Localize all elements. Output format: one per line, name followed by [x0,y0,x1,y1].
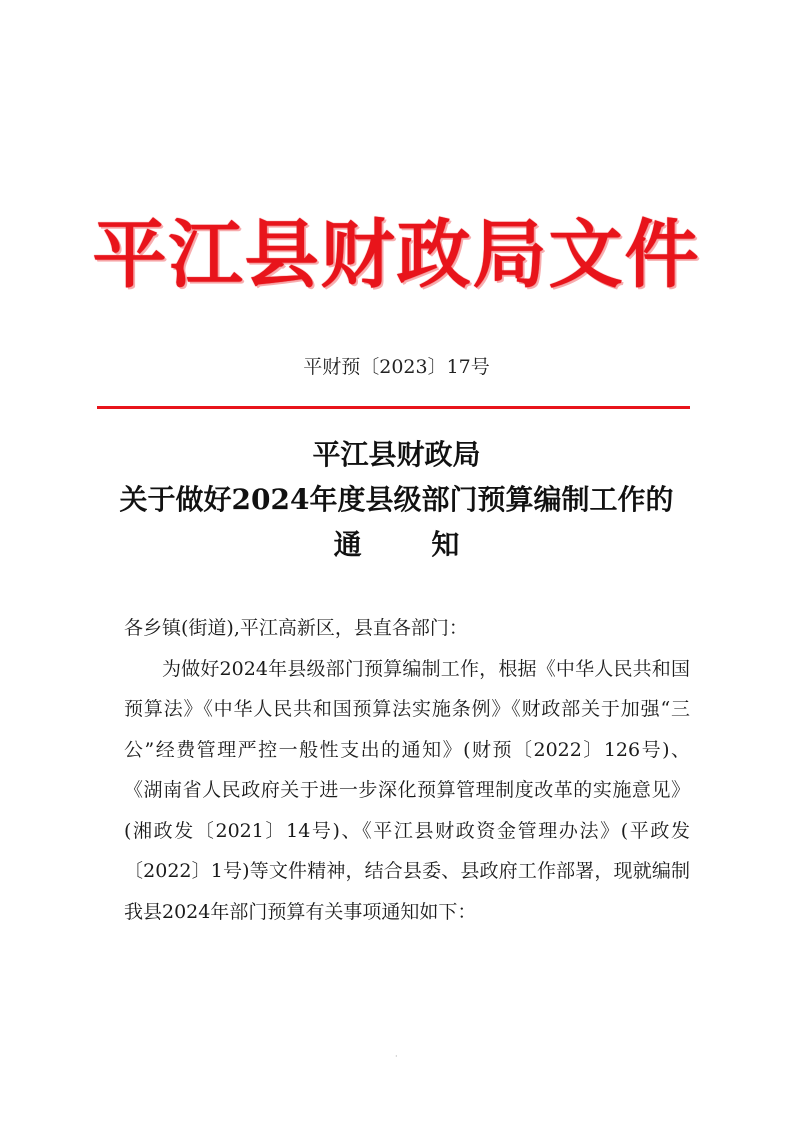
title-line-notice: 通 知 [333,528,490,561]
document-body [124,608,690,932]
body-paragraph: 为做好2024年县级部门预算编制工作，根据《中华人民共和国预算法》《中华人民共和国预算法实施条例》《财政部关于加强“三公”经费管理严控一般性支出的通知》(财预〔2022〕126号)、 《湖南省人民政府关于进一步深化预算管理制度改革的实施意见》(湘政发〔2021〕14号)、《平江县财政资金管理办法》(平政发〔2022〕1号)等文件精神，结合县委、县政府工作部署，现就编制我县2024年部门预算有关事项通知如下： [124,657,690,923]
page-mark: · [395,1052,398,1061]
title-line-subject: 关于做好2024年度县级部门预算编制工作的 [119,483,674,516]
title-line-issuer: 平江县财政局 [312,438,481,471]
document-header-title: 平江县财政局文件 [92,212,701,298]
document-number: 平财预〔2023〕17号 [303,356,490,378]
red-divider-line [97,406,690,409]
addressee-line: 各乡镇(街道),平江高新区，县直各部门： [124,617,468,639]
notice-title [0,432,793,567]
